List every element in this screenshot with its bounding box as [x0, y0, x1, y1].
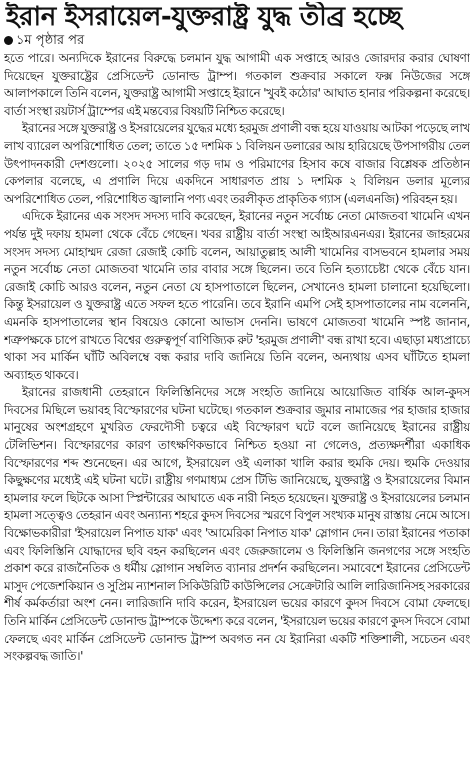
article-paragraph: ইরানের রাজধানী তেহরানে ফিলিস্তিনিদের সঙ্গে সংহতি জানিয়ে আয়োজিত বার্ষিক আল-কুদস দিবসের মিছিলে ভয়াবহ বিস্ফোরণের ঘটনা ঘটেছে। গতকাল শুক্রবার জুমার নামাজের পর হাজার হাজার মানুষের অংশগ্রহণে মুখরিত ফেরদৌসী চত্বরে এই বিস্ফোরণ ঘটে বলে জানিয়েছে ইরানের রাষ্ট্রীয় টেলিভিশন। বিস্ফোরণের কারণ তাৎক্ষণিকভাবে নিশ্চিত হওয়া না গেলেও, প্রত্যক্ষদর্শীরা একাধিক বিস্ফোরণের শব্দ শুনেছেন। এর আগে, ইসরায়েল ওই এলাকা খালি করার হুমকি দেয়। হুমকি দেওয়ার কিছুক্ষণের মধ্যেই এই ঘটনা ঘটে। রাষ্ট্রীয় গণমাধ্যম প্রেস টিভি জানিয়েছে, যুক্তরাষ্ট্র ও ইসরায়েলের বিমান হামলার ফলে ছিটকে আসা স্প্লিন্টারের আঘাতে এক নারী নিহত হয়েছেন। যুক্তরাষ্ট্র ও ইসরায়েলের চলমান হামলা সত্ত্বেও তেহরান এবং অন্যান্য শহরে কুদস দিবসের স্মরণে বিপুল সংখ্যক মানুষ রাস্তায় নেমে আসে। বিক্ষোভকারীরা 'ইসরায়েল নিপাত যাক' এবং 'আমেরিকা নিপাত যাক' স্লোগান দেন। তারা ইরানের পতাকা এবং ফিলিস্তিনি যোদ্ধাদের ছবি বহন করছিলেন এবং জেরুজালেম ও ফিলিস্তিনি জনগণের সঙ্গে সংহতি প্রকাশ করে রাজনৈতিক ও ধর্মীয় স্লোগান সম্বলিত ব্যানার প্রদর্শন করছিলেন। সমাবেশে ইরানের প্রেসিডেন্ট মাসুদ পেজেশকিয়ান ও সুপ্রিম ন্যাশনাল সিকিউরিটি কাউন্সিলের সেক্রেটারি আলি লারিজানিসহ সরকারের শীর্ষ কর্মকর্তারা অংশ নেন। লারিজানি দাবি করেন, ইসরায়েল ভয়ের কারণে কুদস দিবসে বোমা ফেলছে। তিনি মার্কিন প্রেসিডেন্ট ডোনাল্ড ট্রাম্পকে উদ্দেশ্য করে বলেন, 'ইসরায়েল ভয়ের কারণে কুদস দিবসে বোমা ফেলছে এবং মার্কিন প্রেসিডেন্ট ডোনাল্ড ট্রাম্প অবগত নন যে ইরানিরা একটি শক্তিশালী, সচেতন এবং সংকল্পবদ্ধ জাতি।' [4, 385, 470, 664]
continued-from-line [4, 33, 470, 49]
article-paragraph: ইরানের সঙ্গে যুক্তরাষ্ট্র ও ইসরায়েলের যুদ্ধের মধ্যে হরমুজ প্রণালী বন্ধ হয়ে যাওয়ায় আটকা পড়েছে লাখ লাখ ব্যারেল অপরিশোধিত তেল; তাতে ১৫ দশমিক ১ বিলিয়ন ডলারের আয় হারিয়েছে উপসাগরীয় তেল উৎপাদনকারী দেশগুলো। ২০২৫ সালের গড় দাম ও পরিমাণের হিসাব কষে বাজার বিশ্লেষক প্রতিষ্ঠান কেপলার বলেছে, এ প্রণালি দিয়ে একদিনে সাধারণত প্রায় ১ দশমিক ২ বিলিয়ন ডলার মূল্যের অপরিশোধিত তেল, পরিশোধিত জ্বালানি পণ্য এবং তরলীকৃত প্রাকৃতিক গ্যাস (এলএনজি) পরিবহন হয়। [4, 121, 470, 206]
bullet-icon [4, 36, 13, 45]
headline: ইরান ইসরায়েল-যুক্তরাষ্ট্র যুদ্ধ তীব্র হচ্ছে [6, 2, 402, 32]
news-clipping [4, 2, 470, 773]
article-paragraph: এদিকে ইরানের এক সংসদ সদস্য দাবি করেছেন, ইরানের নতুন সর্বোচ্চ নেতা মোজতবা খামেনি এখন পর্যন্ত দুই দফায় হামলা থেকে বেঁচে গেছেন। খবর রাষ্ট্রীয় বার্তা সংস্থা আইআরএনএর। ইরানের জাহরমের সংসদ সদস্য মোহাম্মদ রেজা রেজাই কোচি বলেন, আয়াতুল্লাহ আলী খামেনির বাসভবনে হামলার সময় নতুন সর্বোচ্চ নেতা মোজতবা খামেনি তার বাবার সঙ্গে ছিলেন। তবে তিনি হত্যাচেষ্টা থেকে বেঁচে যান। রেজাই কোচি আরও বলেন, নতুন নেতা যে হাসপাতালে ছিলেন, সেখানেও হামলা চালানো হয়েছিলো। কিন্তু ইসরায়েল ও যুক্তরাষ্ট্র এতে সফল হতে পারেনি। তবে ইরানি এমপি সেই হাসপাতালের নাম বলেননি, এমনকি হাসপাতালের স্থান বিষয়েও কোনো আভাস দেননি। ভাষণে মোজতবা খামেনি স্পষ্ট জানান, শত্রুপক্ষকে চাপে রাখতে বিশ্বের গুরুত্বপূর্ণ বাণিজ্যিক রুট 'হরমুজ প্রণালী' বন্ধ রাখা হবে। এছাড়া মধ্যপ্রাচ্যে থাকা সব মার্কিন ঘাঁটি অবিলম্বে বন্ধ করার দাবি জানিয়ে তিনি বলেন, অন্যথায় এসব ঘাঁটিতে হামলা অব্যাহত থাকবে। [4, 209, 470, 382]
continued-from-text: ১ম পৃষ্ঠার পর [16, 33, 85, 48]
article-paragraph: হতে পারে। অন্যদিকে ইরানের বিরুদ্ধে চলমান যুদ্ধ আগামী এক সপ্তাহে আরও জোরদার করার ঘোষণা দিয়েছেন যুক্তরাষ্ট্রের প্রেসিডেন্ট ডোনাল্ড ট্রাম্প। গতকাল শুক্রবার সকালে ফক্স নিউজের সঙ্গে আলাপকালে তিনি বলেন, যুক্তরাষ্ট্র আগামী সপ্তাহে ইরানে 'খুবই কঠোর' আঘাত হানার পরিকল্পনা করেছে। বার্তা সংস্থা রয়টার্স ট্রাম্পের এই মন্তব্যের বিষয়টি নিশ্চিত করেছে। [4, 51, 470, 118]
